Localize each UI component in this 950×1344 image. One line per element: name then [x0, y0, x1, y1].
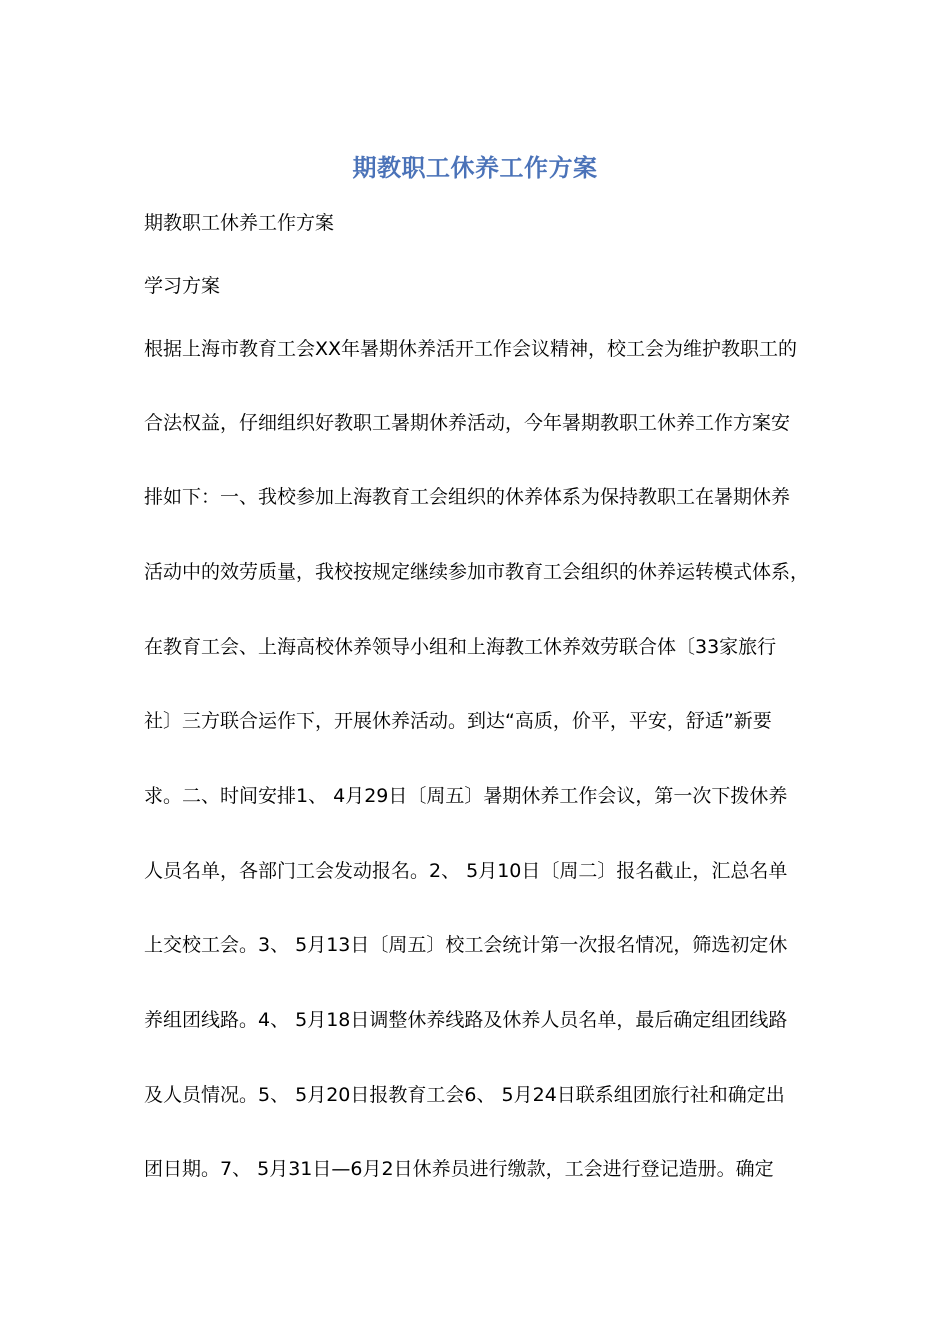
body-line: 合法权益，仔细组织好教职工暑期休养活动，今年暑期教职工休养工作方案安 [144, 412, 791, 434]
body-line: 及人员情况。5、 5月20日报教育工会6、 5月24日联系组团旅行社和确定出 [144, 1084, 785, 1106]
body-line: 团日期。7、 5月31日—6月2日休养员进行缴款，工会进行登记造册。确定 [144, 1158, 774, 1180]
body-line: 社〕三方联合运作下，开展休养活动。到达“高质，价平，平安，舒适”新要 [144, 710, 772, 732]
body-line: 排如下：一、我校参加上海教育工会组织的休养体系为保持教职工在暑期休养 [144, 486, 791, 508]
body-line: 活动中的效劳质量，我校按规定继续参加市教育工会组织的休养运转模式体系， [144, 561, 810, 583]
body-line: 根据上海市教育工会XX年暑期休养活开工作会议精神，校工会为维护教职工的 [144, 338, 798, 360]
body-line: 在教育工会、上海高校休养领导小组和上海教工休养效劳联合体〔33家旅行 [144, 636, 777, 658]
body-line: 人员名单，各部门工会发动报名。2、 5月10日〔周二〕报名截止，汇总名单 [144, 860, 788, 882]
document-subtitle: 期教职工休养工作方案 [144, 212, 335, 234]
section-label: 学习方案 [144, 275, 221, 297]
body-line: 求。二、时间安排1、 4月29日〔周五〕暑期休养工作会议，第一次下拨休养 [144, 785, 788, 807]
body-line: 养组团线路。4、 5月18日调整休养线路及休养人员名单，最后确定组团线路 [144, 1009, 788, 1031]
document-title: 期教职工休养工作方案 [352, 153, 598, 182]
body-line: 上交校工会。3、 5月13日〔周五〕校工会统计第一次报名情况，筛选初定休 [144, 934, 788, 956]
